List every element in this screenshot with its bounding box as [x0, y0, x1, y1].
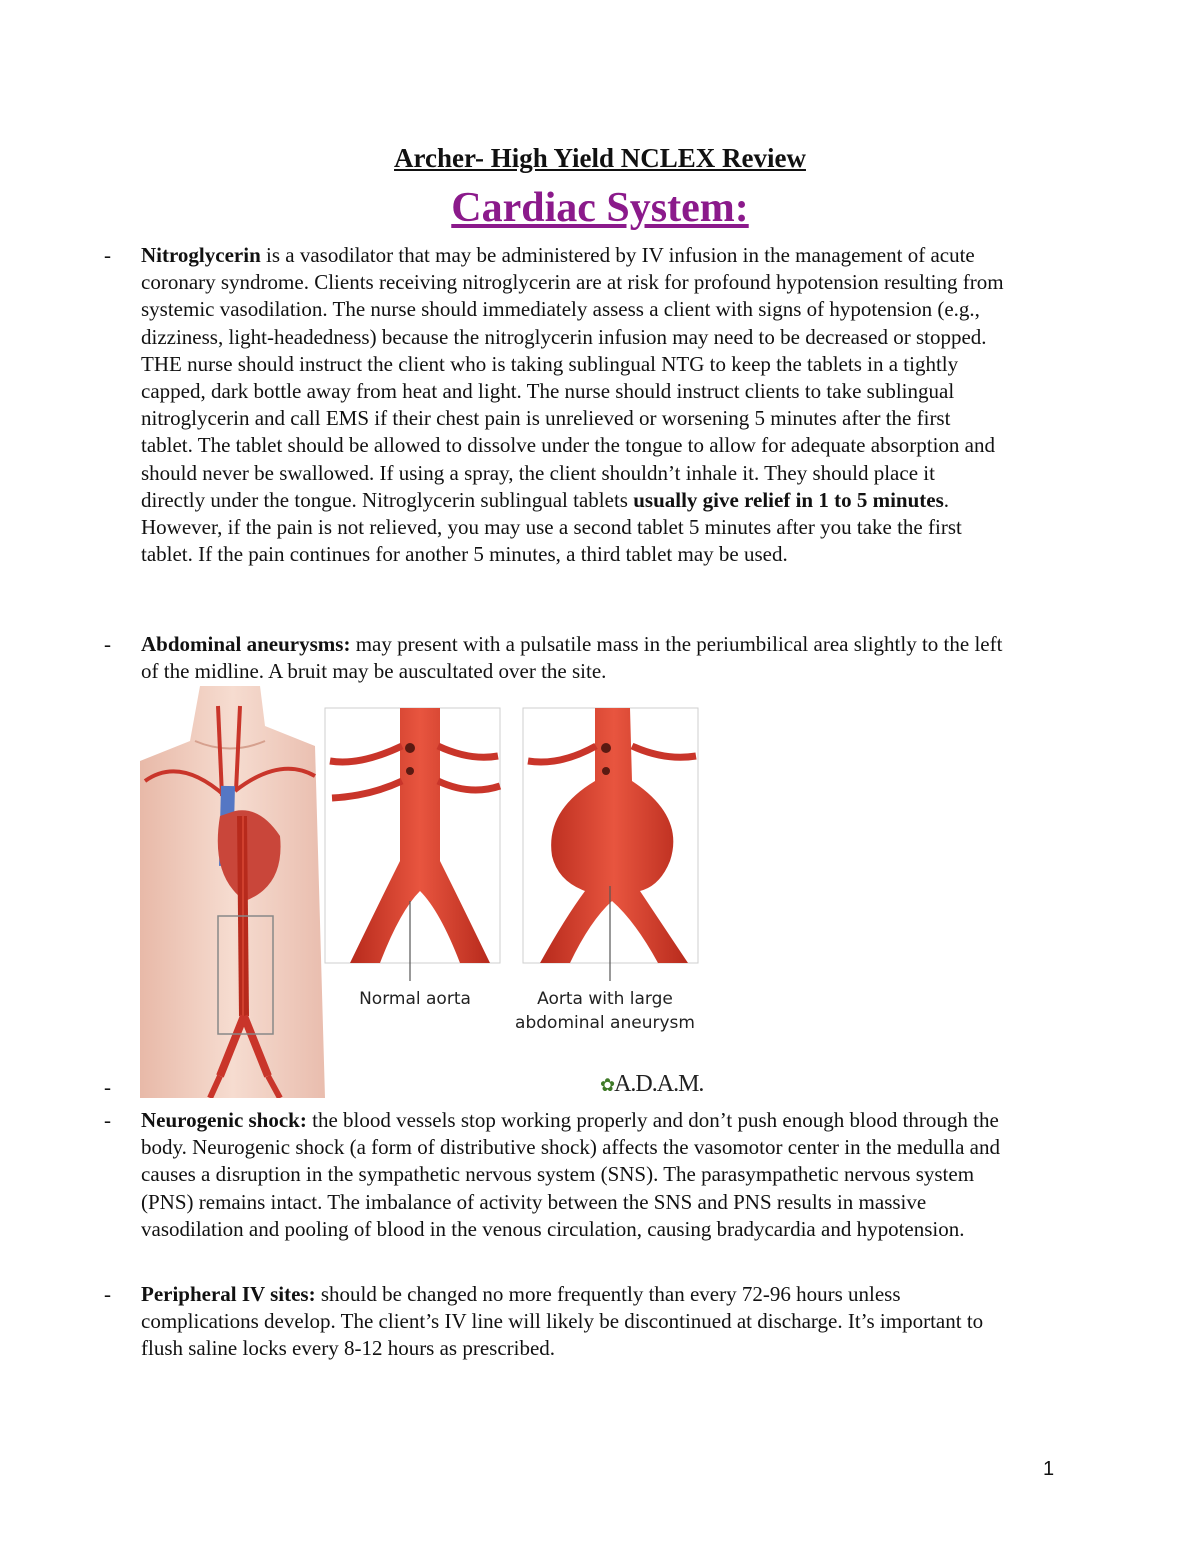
bullet-neurogenic-shock	[104, 1107, 1004, 1243]
body-text: should be changed no more frequently than every 72-96 hours unless complications develop. The client’s IV line will likely be discontinued at discharge. It’s important to flush saline locks every 8-12 hours as prescribed.	[141, 1282, 984, 1361]
bullet-abdominal-aneurysms	[104, 631, 1004, 685]
bullet-text	[141, 1281, 1004, 1363]
torso-illustration	[140, 686, 325, 1098]
bullet-nitroglycerin	[104, 242, 1004, 568]
document-title: Archer- High Yield NCLEX Review	[394, 143, 806, 173]
bullet-text	[141, 1107, 1004, 1243]
bullet-text	[141, 631, 1004, 685]
label-aneurysm-line-1: Aorta with large	[537, 989, 673, 1009]
term: Neurogenic shock:	[141, 1108, 307, 1132]
label-normal-aorta: Normal aorta	[359, 989, 471, 1009]
bullet-dash: -	[104, 632, 111, 656]
adam-logo	[600, 1071, 703, 1098]
term: Nitroglycerin	[141, 243, 261, 267]
page-number: 1	[1043, 1458, 1055, 1480]
body-text: is a vasodilator that may be administered by IV infusion in the management of acute coronary syndrome. Clients receiving nitroglycerin are at risk for profound hypotension resulting from systemic vasodilation. The nurse should immediately assess a client with signs of hypotension (e.g., dizziness, light-headedness) because the nitroglycerin infusion may need to be decreased or stopped. THE nurse should instruct the client who is taking sublingual NTG to keep the tablets in a tightly capped, dark bottle away from heat and light. The nurse should instruct clients to take sublingual nitroglycerin and call EMS if their chest pain is unrelieved or worsening 5 minutes after the first tablet. The tablet should be allowed to dissolve under the tongue to allow for adequate absorption and should never be swallowed. If using a spray, the client shouldn’t inhale it. They should place it directly under the tongue. Nitroglycerin sublingual tablets	[141, 243, 1004, 512]
aneurysm-panel	[523, 708, 698, 981]
bullet-text	[141, 242, 1004, 568]
label-aneurysm-line-2: abdominal aneurysm	[515, 1013, 695, 1033]
anatomy-illustration	[140, 686, 720, 1098]
section-title: Cardiac System:	[451, 185, 749, 231]
emphasis: usually give relief in 1 to 5 minutes	[633, 487, 944, 512]
bullet-dash: -	[104, 243, 111, 267]
body-text: the blood vessels stop working properly and don’t push enough blood through the body. Neurogenic shock (a form of distributive shock) affects the vasomotor center in the medulla and causes a disruption in the sympathetic nervous system (SNS). The parasympathetic nervous system (PNS) remains intact. The imbalance of activity between the SNS and PNS results in massive vasodilation and pooling of blood in the venous circulation, causing bradycardia and hypotension.	[141, 1108, 1000, 1241]
leaf-icon: ✿	[600, 1075, 615, 1095]
body-text: may present with a pulsatile mass in the periumbilical area slightly to the left of the midline. A bruit may be auscultated over the site.	[141, 632, 1003, 684]
term: Peripheral IV sites:	[141, 1282, 316, 1306]
bullet-dash: -	[104, 1075, 111, 1099]
normal-aorta-panel	[325, 708, 500, 981]
bullet-dash: -	[104, 1282, 111, 1306]
bullet-dash: -	[104, 1108, 111, 1132]
bullet-peripheral-iv	[104, 1281, 1004, 1363]
aortic-aneurysm-figure	[140, 686, 720, 1098]
term: Abdominal aneurysms:	[141, 632, 351, 656]
body-text: . However, if the pain is not relieved, you may use a second tablet 5 minutes after you take the first tablet. If the pain continues for another 5 minutes, a third tablet may be used.	[141, 487, 962, 567]
logo-text: A.D.A.M.	[614, 1071, 704, 1097]
